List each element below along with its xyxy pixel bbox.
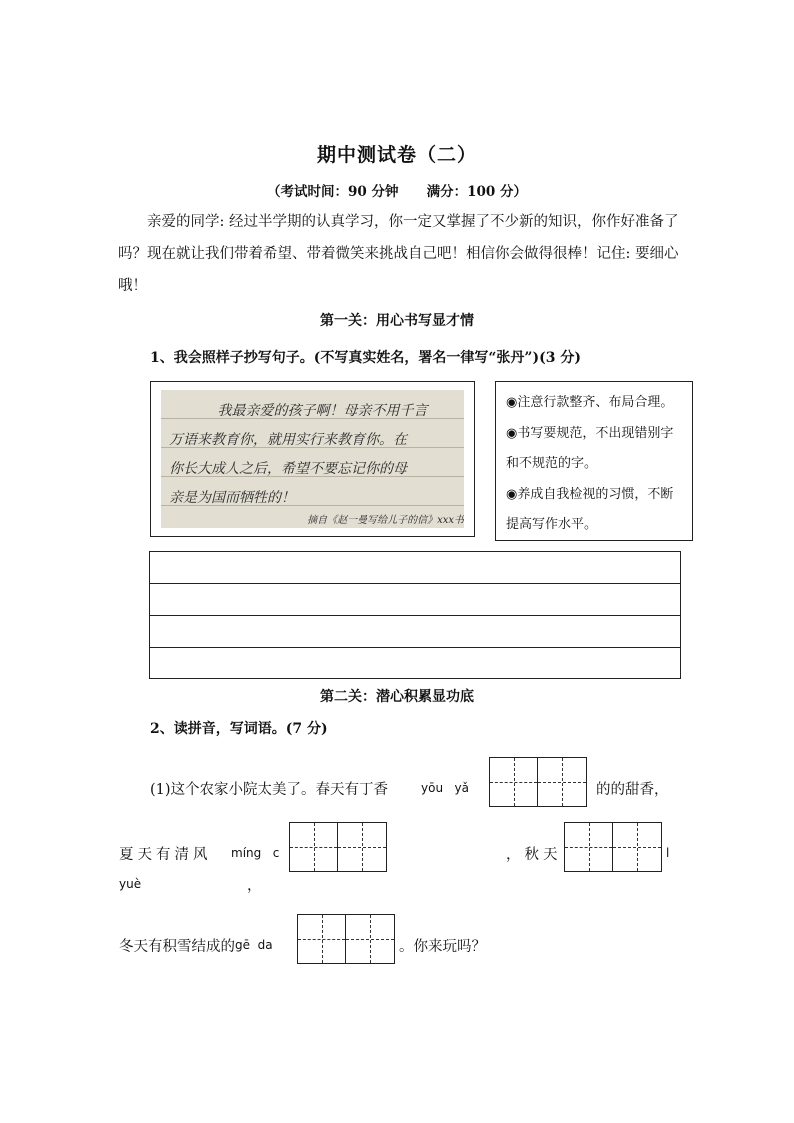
pinyin-geda: gē da xyxy=(235,938,273,952)
handwriting-line: 我最亲爱的孩子啊！母亲不用千言 xyxy=(217,403,428,419)
handwriting-line: 万语来教育你，就用实行来教育你。在 xyxy=(169,432,407,448)
question-1: 1、我会照样子抄写句子。(不写真实姓名，署名一律写“张丹”)(3 分) xyxy=(150,350,581,366)
copy-writing-area[interactable] xyxy=(149,551,681,679)
writing-line[interactable] xyxy=(150,552,680,584)
writing-line[interactable] xyxy=(150,616,680,648)
comma: ， xyxy=(247,878,262,894)
handwriting-line: 亲是为国而牺牲的！ xyxy=(169,490,295,506)
item-1-prefix: (1)这个农家小院太美了。春天有丁香 xyxy=(150,782,389,798)
answer-cell[interactable] xyxy=(565,823,613,871)
handwriting-paper xyxy=(161,390,464,528)
question-2: 2、读拼音，写词语。(7 分) xyxy=(150,721,328,737)
item-3-suffix: 。你来玩吗？ xyxy=(399,939,486,955)
item-1-suffix: 的的甜香， xyxy=(596,782,669,798)
tip-item: ◉养成自我检视的习惯，不断提高写作水平。 xyxy=(506,486,674,532)
answer-cell[interactable] xyxy=(490,758,538,806)
handwriting-sample-image xyxy=(150,381,475,537)
writing-line[interactable] xyxy=(150,584,680,616)
writing-tips-box xyxy=(495,381,693,541)
pinyin-youya: yōu yǎ xyxy=(421,781,469,795)
answer-cell[interactable] xyxy=(298,915,346,963)
exam-info: （考试时间：90 分钟 满分：100 分） xyxy=(266,184,528,200)
section-1-title: 第一关：用心书写显才情 xyxy=(320,313,474,329)
answer-grid-1[interactable] xyxy=(489,757,587,807)
answer-cell[interactable] xyxy=(346,915,394,963)
item-2-middle: ，秋天 xyxy=(506,847,562,863)
tip-item: ◉注意行款整齐、布局合理。 xyxy=(506,395,674,410)
handwriting-source: 摘自《赵一曼写给儿子的信》xxx书 xyxy=(307,515,464,526)
pinyin-mingchan: míng c xyxy=(231,846,280,860)
page-title: 期中测试卷（二） xyxy=(316,144,477,166)
writing-line[interactable] xyxy=(150,648,680,679)
item-2-prefix: 夏天有清风 xyxy=(119,847,212,863)
answer-cell[interactable] xyxy=(290,823,338,871)
item-3-prefix: 冬天有积雪结成的 xyxy=(119,939,235,955)
answer-cell[interactable] xyxy=(338,823,386,871)
pinyin-yue: yuè xyxy=(119,877,142,891)
answer-grid-4[interactable] xyxy=(297,914,395,964)
answer-cell[interactable] xyxy=(538,758,586,806)
pinyin-cutoff: l xyxy=(666,846,670,860)
answer-cell[interactable] xyxy=(613,823,661,871)
answer-grid-3[interactable] xyxy=(564,822,662,872)
tip-item: ◉书写要规范，不出现错别字和不规范的字。 xyxy=(506,425,674,471)
handwriting-line: 你长大成人之后，希望不要忘记你的母 xyxy=(169,461,407,477)
answer-grid-2[interactable] xyxy=(289,822,387,872)
intro-paragraph: 亲爱的同学: 经过半学期的认真学习，你一定又掌握了不少新的知识，你作好准备了吗？现在就让我们带着希望、带着微笑来挑战自己吧！相信你会做得很棒！记住: 要细心哦！ xyxy=(118,214,679,294)
section-2-title: 第二关：潜心积累显功底 xyxy=(320,689,474,705)
